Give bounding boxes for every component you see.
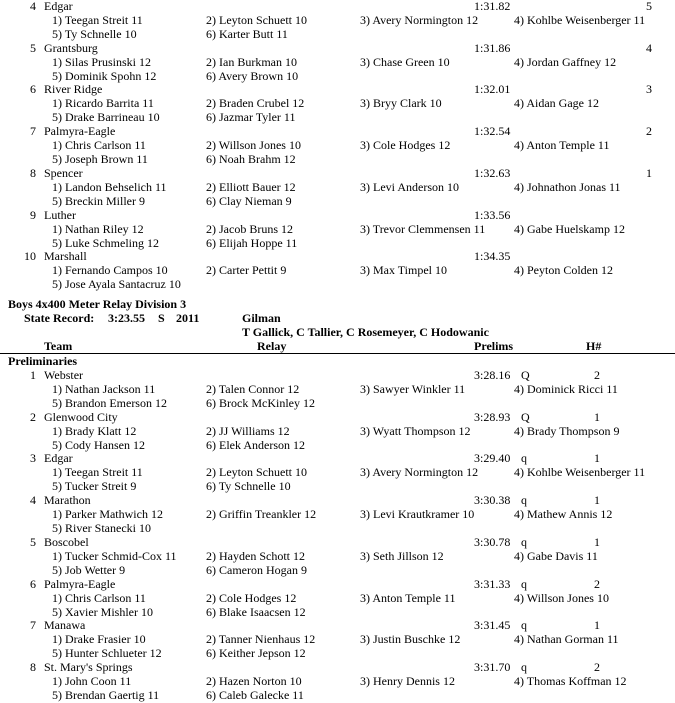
- points: 1: [646, 165, 652, 180]
- runner-name: 3) Levi Anderson 10: [360, 179, 459, 194]
- place-number: 6: [30, 576, 36, 591]
- relay-time: 1:32.63: [474, 165, 511, 180]
- qualifier-mark: q: [521, 576, 527, 591]
- qualifier-mark: q: [521, 659, 527, 674]
- runner-name: 3) Cole Hodges 12: [360, 138, 451, 153]
- runner-name: 1) Nathan Jackson 11: [52, 382, 156, 396]
- heat-number: 1: [594, 493, 600, 508]
- runner-name: 2) Cole Hodges 12: [206, 590, 297, 605]
- runner-name: 3) Wyatt Thompson 12: [360, 423, 471, 438]
- place-number: 10: [24, 249, 36, 264]
- heat-number: 1: [594, 409, 600, 424]
- qualifier-mark: q: [521, 451, 527, 466]
- runner-name: 6) Brock McKinley 12: [206, 396, 315, 410]
- runner-name: 5) Joseph Brown 11: [52, 152, 148, 167]
- qualifier-mark: q: [521, 534, 527, 549]
- runner-name: 4) Gabe Davis 11: [514, 548, 598, 563]
- runner-name: 6) Clay Nieman 9: [206, 193, 292, 208]
- runner-name: 1) Teegan Streit 11: [52, 13, 143, 27]
- team-name: Webster: [44, 368, 84, 382]
- runner-name: 6) Caleb Galecke 11: [206, 687, 304, 702]
- team-name: Edgar: [44, 451, 73, 466]
- runner-name: 3) Avery Normington 12: [360, 13, 479, 27]
- place-number: 4: [30, 493, 36, 508]
- runner-name: 1) Chris Carlson 11: [52, 590, 146, 605]
- header-rule: [0, 353, 675, 354]
- runner-name: 6) Keither Jepson 12: [206, 646, 306, 661]
- runner-name: 2) Leyton Schuett 10: [206, 13, 307, 27]
- points: 4: [646, 40, 652, 55]
- runner-name: 4) Nathan Gorman 11: [514, 632, 619, 647]
- heat-number: 1: [594, 618, 600, 633]
- team-name: St. Mary's Springs: [44, 659, 133, 674]
- place-number: 3: [30, 451, 36, 466]
- column-header-team: Team: [44, 339, 73, 353]
- runner-name: 1) Nathan Riley 12: [52, 221, 144, 236]
- runner-name: 5) Hunter Schlueter 12: [52, 646, 162, 661]
- heat-number: 2: [594, 368, 600, 382]
- runner-name: 3) Justin Buschke 12: [360, 632, 461, 647]
- runner-name: 1) Chris Carlson 11: [52, 138, 146, 153]
- column-header-prelims: Prelims: [474, 339, 514, 353]
- section-heading: Preliminaries: [8, 354, 78, 368]
- place-number: 7: [30, 124, 36, 139]
- relay-time: 1:31.86: [474, 40, 511, 55]
- record-year: 2011: [176, 311, 200, 325]
- runner-name: 2) Ian Burkman 10: [206, 54, 297, 69]
- runner-name: 5) Ty Schnelle 10: [52, 27, 137, 41]
- relay-time: 1:33.56: [474, 207, 511, 222]
- runner-name: 2) Talen Connor 12: [206, 382, 300, 396]
- runner-name: 5) Brandon Emerson 12: [52, 396, 167, 410]
- runner-name: 5) Jose Ayala Santacruz 10: [52, 277, 181, 292]
- relay-time: 3:29.40: [474, 451, 511, 466]
- relay-time: 3:31.45: [474, 618, 511, 633]
- runner-name: 6) Karter Butt 11: [206, 27, 288, 41]
- heat-number: 1: [594, 534, 600, 549]
- runner-name: 1) Ricardo Barrita 11: [52, 96, 154, 111]
- runner-name: 3) Sawyer Winkler 11: [360, 382, 466, 396]
- runner-name: 2) Willson Jones 10: [206, 138, 301, 153]
- runner-name: 2) Tanner Nienhaus 12: [206, 632, 316, 647]
- runner-name: 5) Luke Schmeling 12: [52, 235, 159, 250]
- qualifier-mark: Q: [521, 409, 530, 424]
- place-number: 6: [30, 82, 36, 97]
- team-name: Palmyra-Eagle: [44, 576, 116, 591]
- team-name: Glenwood City: [44, 409, 118, 424]
- runner-name: 4) Brady Thompson 9: [514, 423, 620, 438]
- team-name: Grantsburg: [44, 40, 98, 55]
- heat-number: 1: [594, 451, 600, 466]
- team-name: Marshall: [44, 249, 87, 264]
- runner-name: 4) Peyton Colden 12: [514, 263, 613, 278]
- place-number: 2: [30, 409, 36, 424]
- runner-name: 5) Tucker Streit 9: [52, 479, 137, 494]
- relay-time: 3:30.38: [474, 493, 511, 508]
- runner-name: 5) Drake Barrineau 10: [52, 110, 160, 125]
- runner-name: 1) John Coon 11: [52, 673, 132, 688]
- relay-time: 1:32.54: [474, 124, 511, 139]
- points: 3: [646, 82, 652, 97]
- runner-name: 3) Max Timpel 10: [360, 263, 448, 278]
- team-name: Boscobel: [44, 534, 89, 549]
- runner-name: 5) Breckin Miller 9: [52, 193, 145, 208]
- team-name: Marathon: [44, 493, 91, 508]
- column-header-heat: H#: [586, 339, 602, 353]
- qualifier-mark: q: [521, 618, 527, 633]
- relay-time: 3:30.78: [474, 534, 511, 549]
- runner-name: 1) Landon Behselich 11: [52, 179, 167, 194]
- runner-name: 3) Trevor Clemmensen 11: [360, 221, 486, 236]
- runner-name: 6) Noah Brahm 12: [206, 152, 296, 167]
- runner-name: 2) Jacob Bruns 12: [206, 221, 293, 236]
- place-number: 9: [30, 207, 36, 222]
- runner-name: 6) Elijah Hoppe 11: [206, 235, 298, 250]
- team-name: Luther: [44, 207, 76, 222]
- relay-time: 3:31.33: [474, 576, 511, 591]
- runner-name: 5) Xavier Mishler 10: [52, 604, 153, 619]
- team-name: River Ridge: [44, 82, 103, 97]
- record-runners: T Gallick, C Tallier, C Rosemeyer, C Hodowanic: [242, 325, 489, 339]
- record-time: 3:23.55: [108, 311, 145, 325]
- runner-name: 4) Gabe Huelskamp 12: [514, 221, 625, 236]
- runner-name: 6) Jazmar Tyler 11: [206, 110, 296, 125]
- runner-name: 4) Dominick Ricci 11: [514, 382, 618, 396]
- points: 2: [646, 124, 652, 139]
- runner-name: 5) Dominik Spohn 12: [52, 68, 157, 83]
- runner-name: 3) Bryy Clark 10: [360, 96, 442, 111]
- runner-name: 3) Henry Dennis 12: [360, 673, 455, 688]
- team-name: Edgar: [44, 0, 73, 13]
- runner-name: 6) Ty Schnelle 10: [206, 479, 291, 494]
- runner-name: 3) Seth Jillson 12: [360, 548, 444, 563]
- qualifier-mark: Q: [521, 368, 530, 382]
- team-name: Palmyra-Eagle: [44, 124, 116, 139]
- runner-name: 6) Avery Brown 10: [206, 68, 299, 83]
- place-number: 5: [30, 40, 36, 55]
- record-team: Gilman: [242, 311, 281, 325]
- runner-name: 1) Teegan Streit 11: [52, 465, 143, 480]
- runner-name: 1) Tucker Schmid-Cox 11: [52, 548, 177, 563]
- column-header-relay: Relay: [257, 339, 287, 353]
- relay-time: 3:31.70: [474, 659, 511, 674]
- runner-name: 3) Avery Normington 12: [360, 465, 479, 480]
- place-number: 8: [30, 659, 36, 674]
- runner-name: 4) Anton Temple 11: [514, 138, 610, 153]
- runner-name: 6) Elek Anderson 12: [206, 437, 305, 452]
- relay-time: 3:28.93: [474, 409, 511, 424]
- place-number: 5: [30, 534, 36, 549]
- event-title: Boys 4x400 Meter Relay Division 3: [8, 297, 187, 311]
- runner-name: 2) Leyton Schuett 10: [206, 465, 307, 480]
- runner-name: 1) Brady Klatt 12: [52, 423, 137, 438]
- heat-number: 2: [594, 659, 600, 674]
- runner-name: 1) Parker Mathwich 12: [52, 507, 163, 522]
- runner-name: 3) Anton Temple 11: [360, 590, 456, 605]
- record-code: S: [158, 311, 165, 325]
- place-number: 7: [30, 618, 36, 633]
- runner-name: 4) Johnathon Jonas 11: [514, 179, 621, 194]
- runner-name: 3) Chase Green 10: [360, 54, 450, 69]
- runner-name: 2) JJ Williams 12: [206, 423, 290, 438]
- runner-name: 1) Fernando Campos 10: [52, 263, 168, 278]
- place-number: 8: [30, 165, 36, 180]
- runner-name: 4) Mathew Annis 12: [514, 507, 613, 522]
- runner-name: 4) Jordan Gaffney 12: [514, 54, 617, 69]
- runner-name: 6) Blake Isaacsen 12: [206, 604, 306, 619]
- runner-name: 4) Thomas Koffman 12: [514, 673, 627, 688]
- relay-time: 1:31.82: [474, 0, 511, 13]
- runner-name: 4) Kohlbe Weisenberger 11: [514, 465, 646, 480]
- qualifier-mark: q: [521, 493, 527, 508]
- runner-name: 2) Hazen Norton 10: [206, 673, 302, 688]
- place-number: 4: [30, 0, 36, 13]
- points: 5: [646, 0, 652, 13]
- runner-name: 5) Brendan Gaertig 11: [52, 687, 160, 702]
- place-number: 1: [30, 368, 36, 382]
- runner-name: 5) Job Wetter 9: [52, 562, 126, 577]
- record-label: State Record:: [24, 311, 95, 325]
- runner-name: 6) Cameron Hogan 9: [206, 562, 307, 577]
- runner-name: 5) River Stanecki 10: [52, 521, 151, 536]
- runner-name: 2) Braden Crubel 12: [206, 96, 305, 111]
- runner-name: 2) Hayden Schott 12: [206, 548, 305, 563]
- runner-name: 5) Cody Hansen 12: [52, 437, 145, 452]
- runner-name: 3) Levi Krautkramer 10: [360, 507, 475, 522]
- runner-name: 2) Carter Pettit 9: [206, 263, 287, 278]
- relay-time: 1:32.01: [474, 82, 511, 97]
- relay-time: 1:34.35: [474, 249, 511, 264]
- runner-name: 1) Silas Prusinski 12: [52, 54, 152, 69]
- runner-name: 4) Aidan Gage 12: [514, 96, 599, 111]
- runner-name: 2) Elliott Bauer 12: [206, 179, 296, 194]
- runner-name: 4) Willson Jones 10: [514, 590, 609, 605]
- relay-time: 3:28.16: [474, 368, 511, 382]
- heat-number: 2: [594, 576, 600, 591]
- runner-name: 1) Drake Frasier 10: [52, 632, 146, 647]
- runner-name: 4) Kohlbe Weisenberger 11: [514, 13, 646, 27]
- team-name: Manawa: [44, 618, 86, 633]
- runner-name: 2) Griffin Treankler 12: [206, 507, 317, 522]
- team-name: Spencer: [44, 165, 83, 180]
